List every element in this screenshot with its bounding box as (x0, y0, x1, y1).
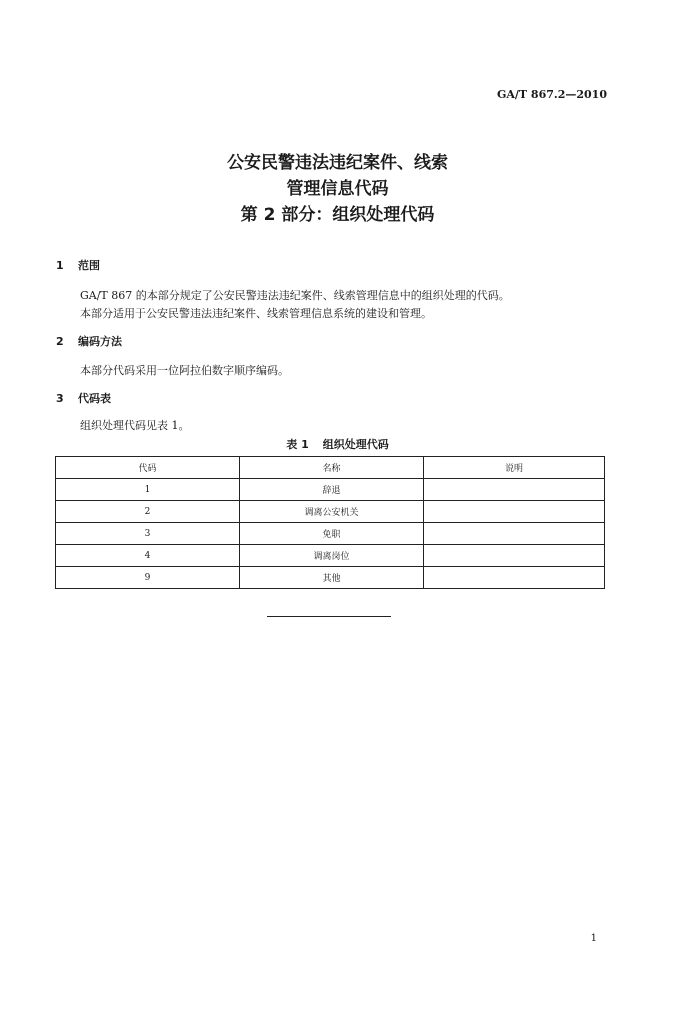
page-number: 1 (590, 933, 597, 944)
standard-code: GA/T 867.2—2010 (496, 88, 607, 101)
table-row (56, 523, 605, 545)
cell-note (424, 479, 605, 501)
cell-code: 4 (56, 545, 240, 567)
end-rule (267, 616, 391, 617)
paragraph: 本部分适用于公安民警违法违纪案件、线索管理信息系统的建设和管理。 (80, 307, 432, 320)
section-number: 2 (56, 335, 64, 348)
table-caption-title: 组织处理代码 (322, 438, 389, 451)
table-caption-label: 表 1 (286, 438, 309, 451)
cell-code: 3 (56, 523, 240, 545)
cell-code: 9 (56, 567, 240, 589)
header-note: 说明 (424, 457, 605, 479)
section-heading-code-table (56, 390, 111, 406)
section-title: 范围 (78, 259, 100, 272)
cell-note (424, 545, 605, 567)
table-row (56, 479, 605, 501)
document-title-line-2: 管理信息代码 (286, 179, 389, 199)
section-number: 1 (56, 259, 64, 272)
paragraph: GA/T 867 的本部分规定了公安民警违法违纪案件、线索管理信息中的组织处理的代码。 (80, 289, 510, 302)
cell-code: 2 (56, 501, 240, 523)
section-title: 编码方法 (78, 335, 122, 348)
cell-note (424, 501, 605, 523)
section-heading-scope (56, 257, 100, 273)
cell-name: 其他 (240, 567, 424, 589)
section-title: 代码表 (78, 392, 111, 405)
document-title-line-3: 第 2 部分：组织处理代码 (240, 205, 435, 225)
table-row (56, 545, 605, 567)
table-row (56, 501, 605, 523)
document-title-line-1: 公安民警违法违纪案件、线索 (227, 153, 448, 173)
section-number: 3 (56, 392, 64, 405)
header-name: 名称 (240, 457, 424, 479)
header-code: 代码 (56, 457, 240, 479)
cell-name: 调离岗位 (240, 545, 424, 567)
table-header-row (56, 457, 605, 479)
code-table (55, 456, 605, 589)
cell-name: 免职 (240, 523, 424, 545)
cell-name: 调离公安机关 (240, 501, 424, 523)
cell-name: 辞退 (240, 479, 424, 501)
paragraph: 组织处理代码见表 1。 (80, 419, 190, 432)
table-row (56, 567, 605, 589)
cell-note (424, 567, 605, 589)
cell-note (424, 523, 605, 545)
cell-code: 1 (56, 479, 240, 501)
table-caption (0, 436, 675, 452)
paragraph: 本部分代码采用一位阿拉伯数字顺序编码。 (80, 364, 289, 377)
section-heading-coding-method (56, 333, 122, 349)
